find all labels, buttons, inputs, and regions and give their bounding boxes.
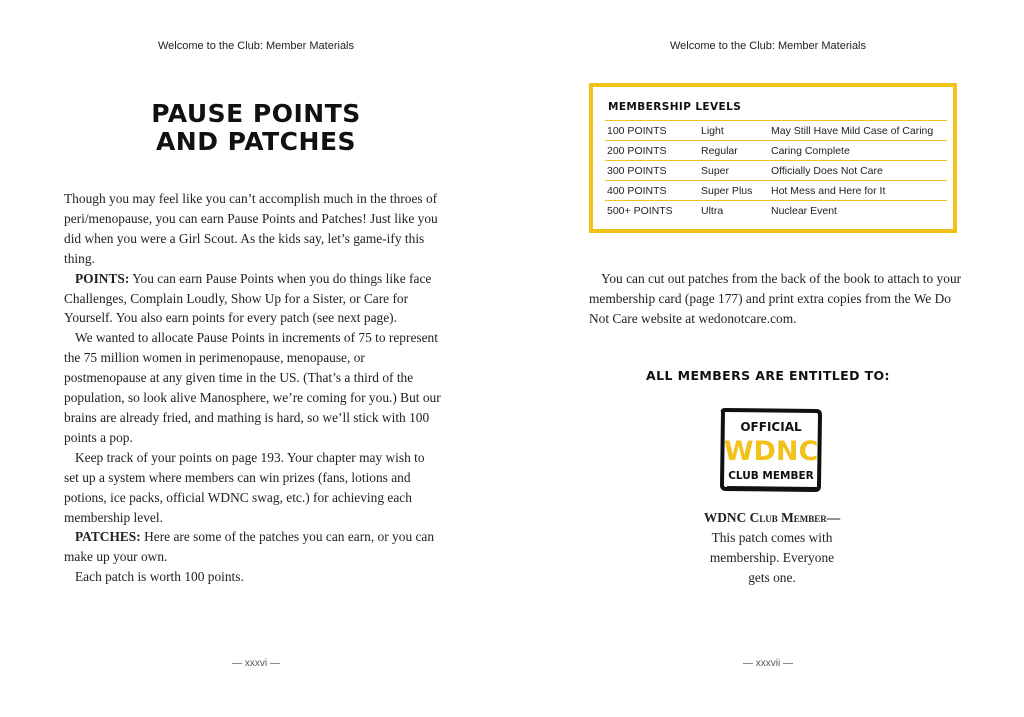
patch-line-3: CLUB MEMBER	[728, 470, 814, 482]
allocate-paragraph: We wanted to allocate Pause Points in increments of 75 to represent the 75 million women in perimenopause, menopause, or postmenopause at any given time in the US. (That’s a third of the population, so look alive Manosphere, we’re coming for you.) But our brains are already fried, and mathing is hard, so we’ll stick with 100 points a pop.	[64, 330, 441, 445]
patch-caption	[512, 508, 1024, 588]
running-head-right: Welcome to the Club: Member Materials	[669, 40, 867, 52]
points-lead: POINTS:	[75, 270, 130, 286]
level-description: Nuclear Event	[771, 204, 837, 217]
level-name: Ultra	[701, 204, 724, 217]
patch-line-1: OFFICIAL	[740, 420, 802, 434]
level-row	[605, 161, 947, 181]
patches-lead: PATCHES:	[75, 529, 141, 545]
running-head-left: Welcome to the Club: Member Materials	[157, 40, 355, 52]
level-description: Hot Mess and Here for It	[771, 184, 886, 197]
right-page	[512, 0, 1024, 717]
level-points: 300 POINTS	[607, 164, 667, 177]
level-description: Caring Complete	[771, 144, 850, 157]
track-paragraph: Keep track of your points on page 193. Your chapter may wish to set up a system where members can win prizes (fans, lotions and potions, ice packs, official WDNC swag, etc.) for achieving each membership level.	[64, 449, 425, 525]
level-points: 400 POINTS	[607, 184, 667, 197]
caption-line-3: gets one.	[748, 570, 796, 585]
points-paragraph	[64, 269, 442, 329]
level-points: 100 POINTS	[607, 124, 667, 137]
title-line-1: PAUSE POINTS	[151, 99, 361, 128]
patch-line-2: WDNC	[723, 436, 819, 467]
level-row	[605, 181, 947, 201]
patch-badge-graphic	[719, 407, 823, 493]
page-number-left: — xxxvi —	[232, 658, 280, 669]
entitled-heading: ALL MEMBERS ARE ENTITLED TO:	[646, 368, 890, 383]
page-number-right: — xxxvii —	[743, 658, 793, 669]
caption-line-2: membership. Everyone	[709, 550, 835, 565]
cutout-paragraph	[589, 269, 969, 329]
level-row	[605, 120, 947, 141]
level-name: Regular	[701, 144, 738, 157]
points-text: You can earn Pause Points when you do things like face Challenges, Complain Loudly, Show Up for a Sister, or Care for Yourself. You also earn points for every patch (see next page).	[64, 270, 432, 326]
caption-lead: WDNC Club Member—	[703, 510, 841, 525]
level-description: May Still Have Mild Case of Caring	[771, 124, 934, 137]
level-name: Light	[701, 124, 724, 137]
level-description: Officially Does Not Care	[771, 164, 883, 177]
patches-text: Here are some of the patches you can earn, or you can make up your own.	[64, 529, 435, 565]
level-row	[605, 201, 947, 220]
page-title	[60, 100, 452, 156]
membership-levels-title: MEMBERSHIP LEVELS	[608, 101, 742, 113]
title-line-2: AND PATCHES	[155, 127, 357, 156]
intro-paragraph: Though you may feel like you can’t accomplish much in the throes of peri/menopause, you can earn Pause Points and Patches! Just like you did when you were a Girl Scout. As the kids say, let’s game-ify this thing.	[64, 191, 438, 266]
wdnc-patch-badge	[719, 407, 823, 493]
membership-levels-table	[605, 120, 947, 220]
body-text	[64, 189, 442, 587]
membership-levels-box	[589, 83, 957, 233]
patches-paragraph	[64, 527, 442, 567]
level-points: 200 POINTS	[607, 144, 667, 157]
cutout-text: You can cut out patches from the back of the book to attach to your membership card (page 177) and print extra copies from the We Do Not Care website at wedonotcare.com.	[589, 271, 962, 326]
level-row	[605, 141, 947, 161]
caption-line-1: This patch comes with	[711, 530, 833, 545]
worth-paragraph: Each patch is worth 100 points.	[75, 569, 244, 585]
level-points: 500+ POINTS	[607, 204, 673, 217]
level-name: Super	[701, 164, 730, 177]
level-name: Super Plus	[701, 184, 753, 197]
